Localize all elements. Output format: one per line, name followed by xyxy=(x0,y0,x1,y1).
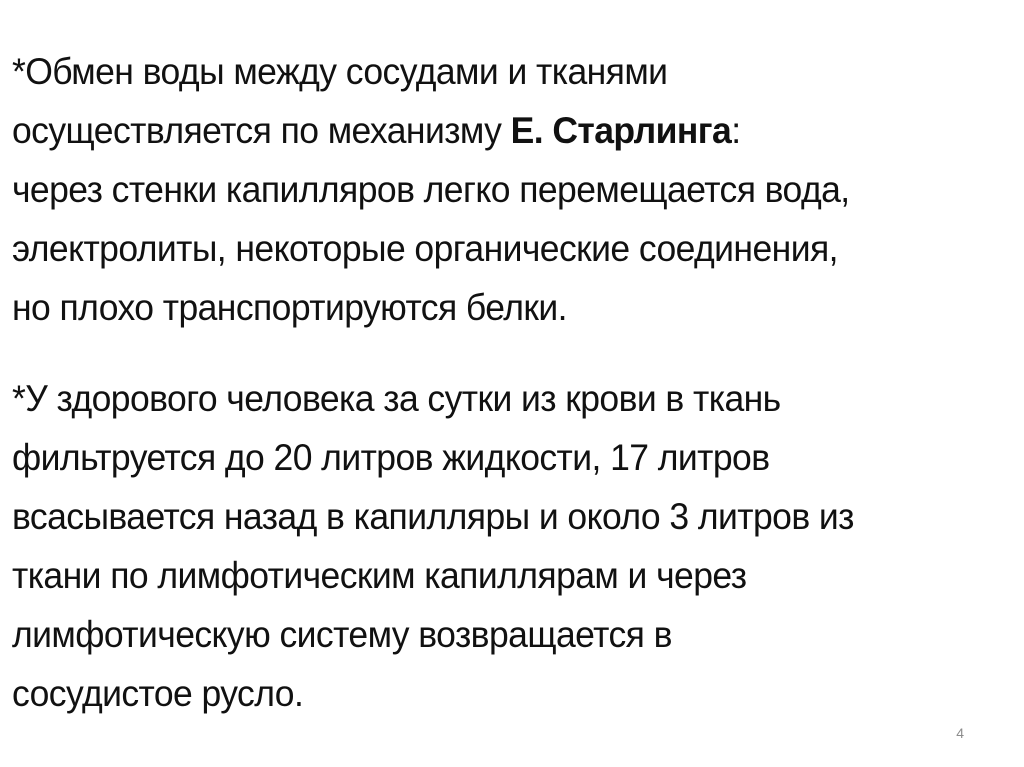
text-line: через стенки капилляров легко перемещается вода, xyxy=(12,169,850,210)
text-line: всасывается назад в капилляры и около 3 литров из xyxy=(12,496,854,537)
starling-name: Е. Старлинга xyxy=(510,110,732,151)
paragraph-starling-mechanism xyxy=(12,42,977,337)
text-span: : xyxy=(731,110,741,151)
text-line: ткани по лимфотическим капиллярам и через xyxy=(12,555,747,596)
page-number: 4 xyxy=(956,725,964,741)
text-line xyxy=(12,101,977,160)
text-line: *Обмен воды между сосудами и тканями xyxy=(12,51,668,92)
text-line: лимфотическую систему возвращается в xyxy=(12,614,672,655)
text-line: сосудистое русло. xyxy=(12,673,304,714)
text-span: осуществляется по механизму xyxy=(12,110,511,151)
text-line: фильтруется до 20 литров жидкости, 17 литров xyxy=(12,437,770,478)
text-line: но плохо транспортируются белки. xyxy=(12,287,567,328)
paragraph-daily-filtration xyxy=(12,369,977,723)
text-line: *У здорового человека за сутки из крови в ткань xyxy=(12,378,781,419)
text-line: электролиты, некоторые органические соединения, xyxy=(12,228,838,269)
